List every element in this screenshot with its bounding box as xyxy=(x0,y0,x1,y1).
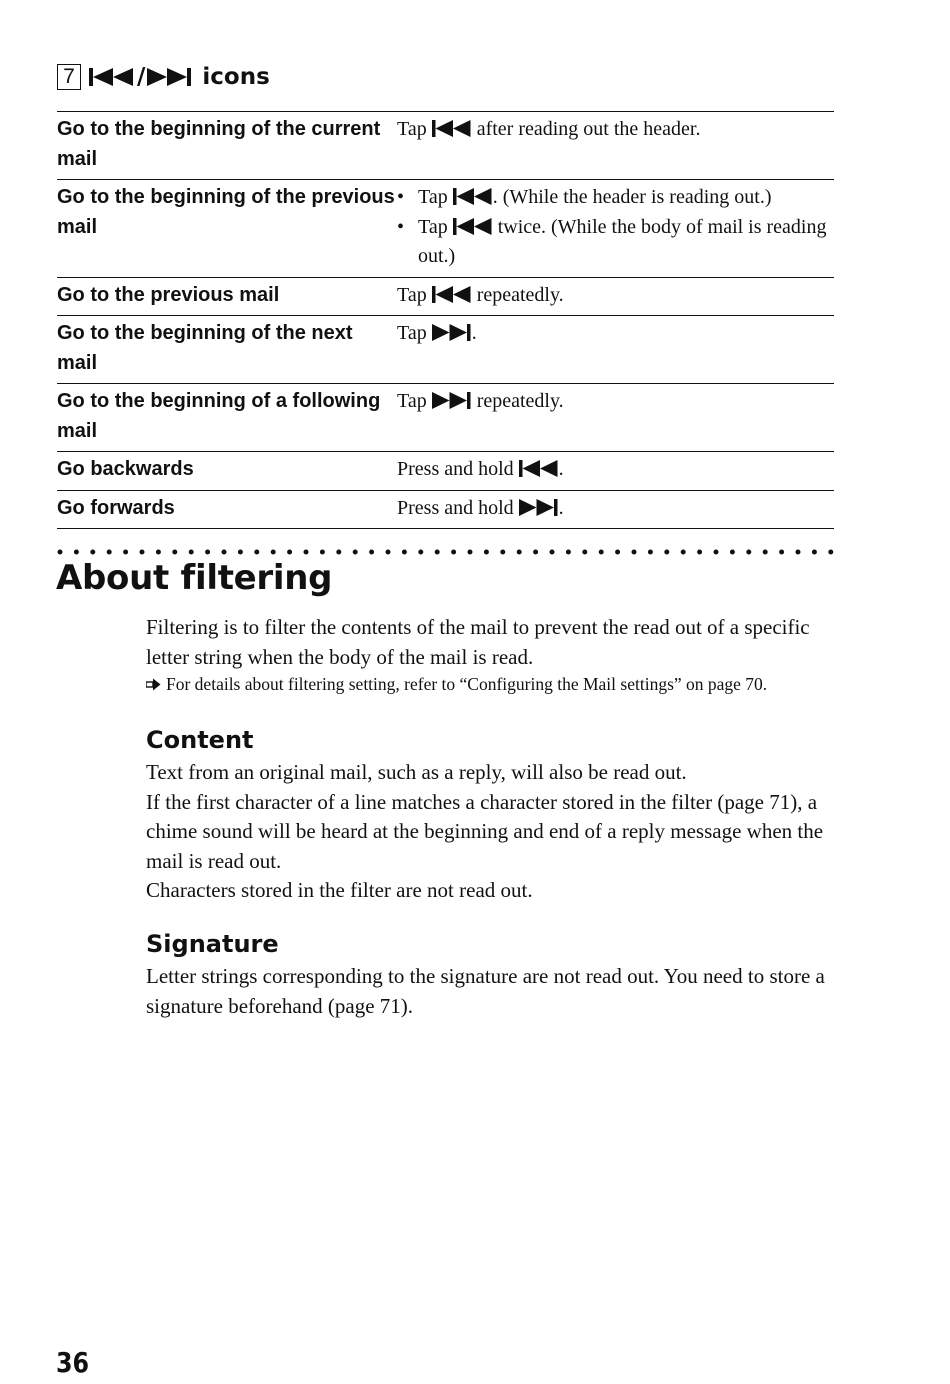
table-row xyxy=(57,277,834,316)
next-track-icon xyxy=(519,499,559,516)
previous-track-icon xyxy=(453,218,493,235)
operation-label: Go to the beginning of the next mail xyxy=(57,322,353,374)
desc-post: repeatedly. xyxy=(476,283,564,306)
reference-note xyxy=(146,672,834,696)
desc-post: . (While the header is reading out.) xyxy=(492,186,772,208)
operation-label: Go to the beginning of a following mail xyxy=(57,390,381,442)
previous-track-icon xyxy=(432,286,472,303)
table-row xyxy=(57,452,834,491)
table-row xyxy=(57,180,834,278)
section-title-suffix: icons xyxy=(202,64,270,90)
desc-pre: Tap xyxy=(397,118,427,140)
page-title: About filtering xyxy=(56,558,333,598)
desc-pre: Press and hold xyxy=(397,458,514,480)
desc-pre: Tap xyxy=(397,322,427,344)
operation-label: Go backwards xyxy=(57,458,194,480)
operation-description xyxy=(397,452,834,491)
desc-post: . xyxy=(471,322,477,344)
operation-label: Go to the beginning of the previous mail xyxy=(57,186,395,238)
operation-label: Go to the beginning of the current mail xyxy=(57,118,381,170)
operations-table xyxy=(57,111,834,529)
arrow-right-icon xyxy=(146,678,161,691)
list-item xyxy=(397,183,834,213)
signature-heading: Signature xyxy=(146,930,279,958)
operation-description xyxy=(397,316,834,384)
desc-pre: Tap xyxy=(418,186,448,208)
content-line: Characters stored in the filter are not read out. xyxy=(146,878,533,902)
content-line: If the first character of a line matches a character stored in the filter (page 71), a chime sound will be heard at the beginning and end of a reply message when the mail is read out. xyxy=(146,789,824,873)
desc-post: after reading out the header. xyxy=(476,118,701,140)
table-row xyxy=(57,490,834,529)
next-track-icon xyxy=(432,392,472,409)
operation-description xyxy=(397,180,834,278)
dotted-divider xyxy=(57,547,834,557)
note-text: For details about filtering setting, refer to “Configuring the Mail settings” on page 70. xyxy=(166,674,768,694)
list-item xyxy=(397,213,834,272)
intro-block xyxy=(146,613,834,696)
table-row xyxy=(57,384,834,452)
desc-post: twice. (While the body of mail is reading out.) xyxy=(418,215,827,267)
operation-description xyxy=(397,384,834,452)
page-number: 36 xyxy=(56,1346,90,1379)
table-row xyxy=(57,112,834,180)
next-track-icon xyxy=(432,324,472,341)
icon-separator: / xyxy=(137,64,146,90)
table-row xyxy=(57,316,834,384)
desc-post: repeatedly. xyxy=(476,390,564,412)
operation-label: Go to the previous mail xyxy=(57,283,280,306)
desc-pre: Press and hold xyxy=(397,496,514,519)
content-line: Text from an original mail, such as a reply, will also be read out. xyxy=(146,760,687,784)
intro-paragraph: Filtering is to filter the contents of the mail to prevent the read out of a specific letter string when the body of the mail is read. xyxy=(146,615,810,669)
operation-label: Go forwards xyxy=(57,496,175,519)
next-track-icon xyxy=(147,67,193,87)
desc-pre: Tap xyxy=(397,283,427,306)
content-heading: Content xyxy=(146,726,254,754)
signature-block xyxy=(146,962,834,1021)
previous-track-icon xyxy=(519,460,559,477)
previous-track-icon xyxy=(89,67,135,87)
operation-description xyxy=(397,112,834,180)
section-number: 7 xyxy=(57,64,81,90)
desc-post: . xyxy=(558,496,564,519)
previous-track-icon xyxy=(453,188,493,205)
content-block xyxy=(146,758,834,906)
desc-post: . xyxy=(558,458,564,480)
desc-pre: Tap xyxy=(418,215,448,238)
section-heading xyxy=(57,64,270,90)
operation-description xyxy=(397,490,834,529)
desc-pre: Tap xyxy=(397,390,427,412)
previous-track-icon xyxy=(432,120,472,137)
bullet-list xyxy=(397,183,834,272)
signature-text: Letter strings corresponding to the signature are not read out. You need to store a signature beforehand (page 71). xyxy=(146,964,825,1018)
operation-description xyxy=(397,277,834,316)
